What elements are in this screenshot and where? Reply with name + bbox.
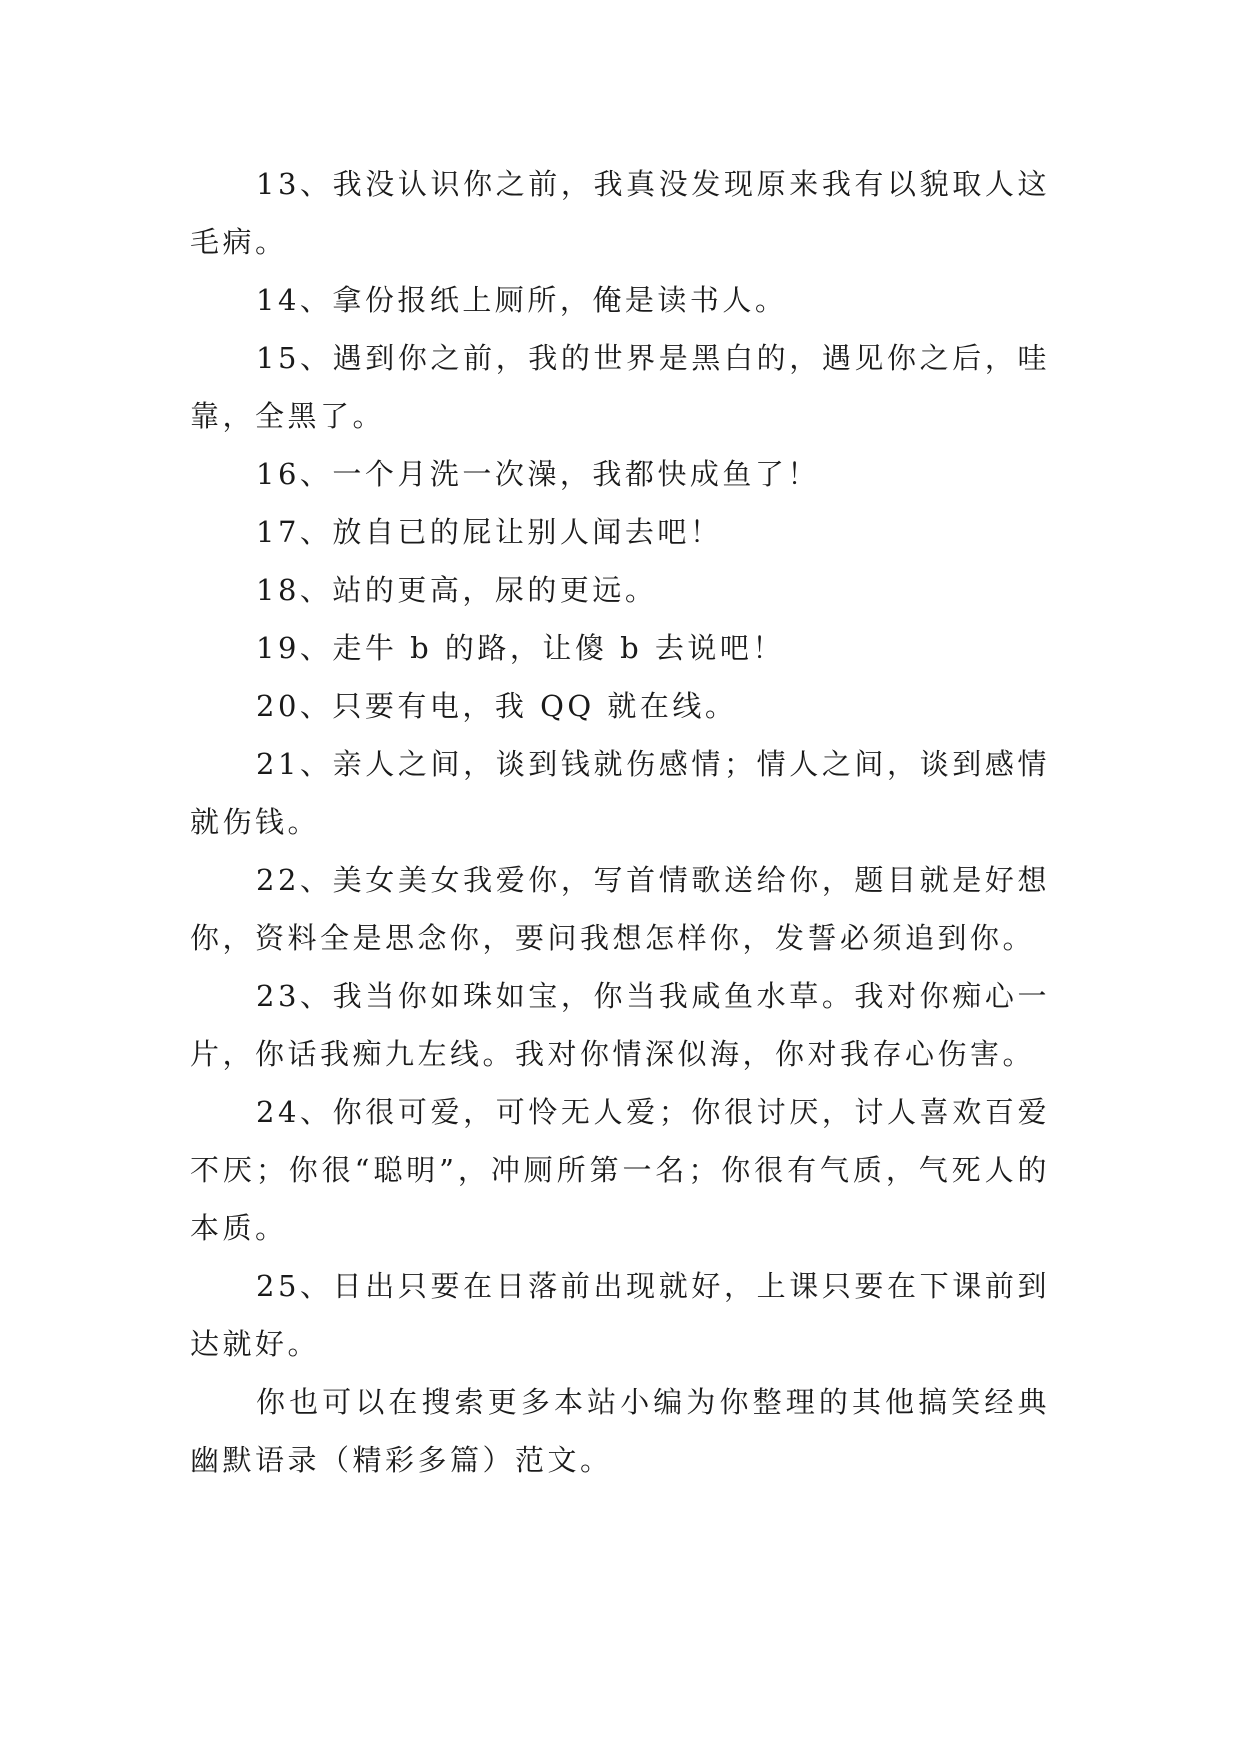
paragraph-20: 20、只要有电，我 QQ 就在线。	[256, 689, 738, 723]
paragraph-24: 24、你很可爱，可怜无人爱；你很讨厌，讨人喜欢百爱不厌；你很“聪明”，冲厕所第一名；你很有气质，气死人的本质。	[190, 1095, 1050, 1245]
paragraph-23: 23、我当你如珠如宝，你当我咸鱼水草。我对你痴心一片，你话我痴九左线。我对你情深似海，你对我存心伤害。	[190, 979, 1050, 1071]
document-body	[190, 155, 1050, 1489]
paragraph-25: 25、日出只要在日落前出现就好，上课只要在下课前到达就好。	[190, 1269, 1050, 1361]
paragraph-21: 21、亲人之间，谈到钱就伤感情；情人之间，谈到感情就伤钱。	[190, 747, 1050, 839]
paragraph-14: 14、拿份报纸上厕所，俺是读书人。	[256, 283, 788, 317]
paragraph-18: 18、站的更高，尿的更远。	[256, 573, 658, 607]
paragraph-15: 15、遇到你之前，我的世界是黑白的，遇见你之后，哇靠，全黑了。	[190, 341, 1050, 433]
paragraph-16: 16、一个月洗一次澡，我都快成鱼了！	[256, 457, 820, 491]
closing-paragraph: 你也可以在搜索更多本站小编为你整理的其他搞笑经典幽默语录（精彩多篇）范文。	[190, 1385, 1050, 1477]
paragraph-22: 22、美女美女我爱你，写首情歌送给你，题目就是好想你，资料全是思念你，要问我想怎样你，发誓必须追到你。	[190, 863, 1050, 955]
paragraph-17: 17、放自已的屁让别人闻去吧！	[256, 515, 723, 549]
paragraph-13: 13、我没认识你之前，我真没发现原来我有以貌取人这毛病。	[190, 167, 1050, 259]
paragraph-19: 19、走牛 b 的路，让傻 b 去说吧！	[256, 631, 785, 665]
